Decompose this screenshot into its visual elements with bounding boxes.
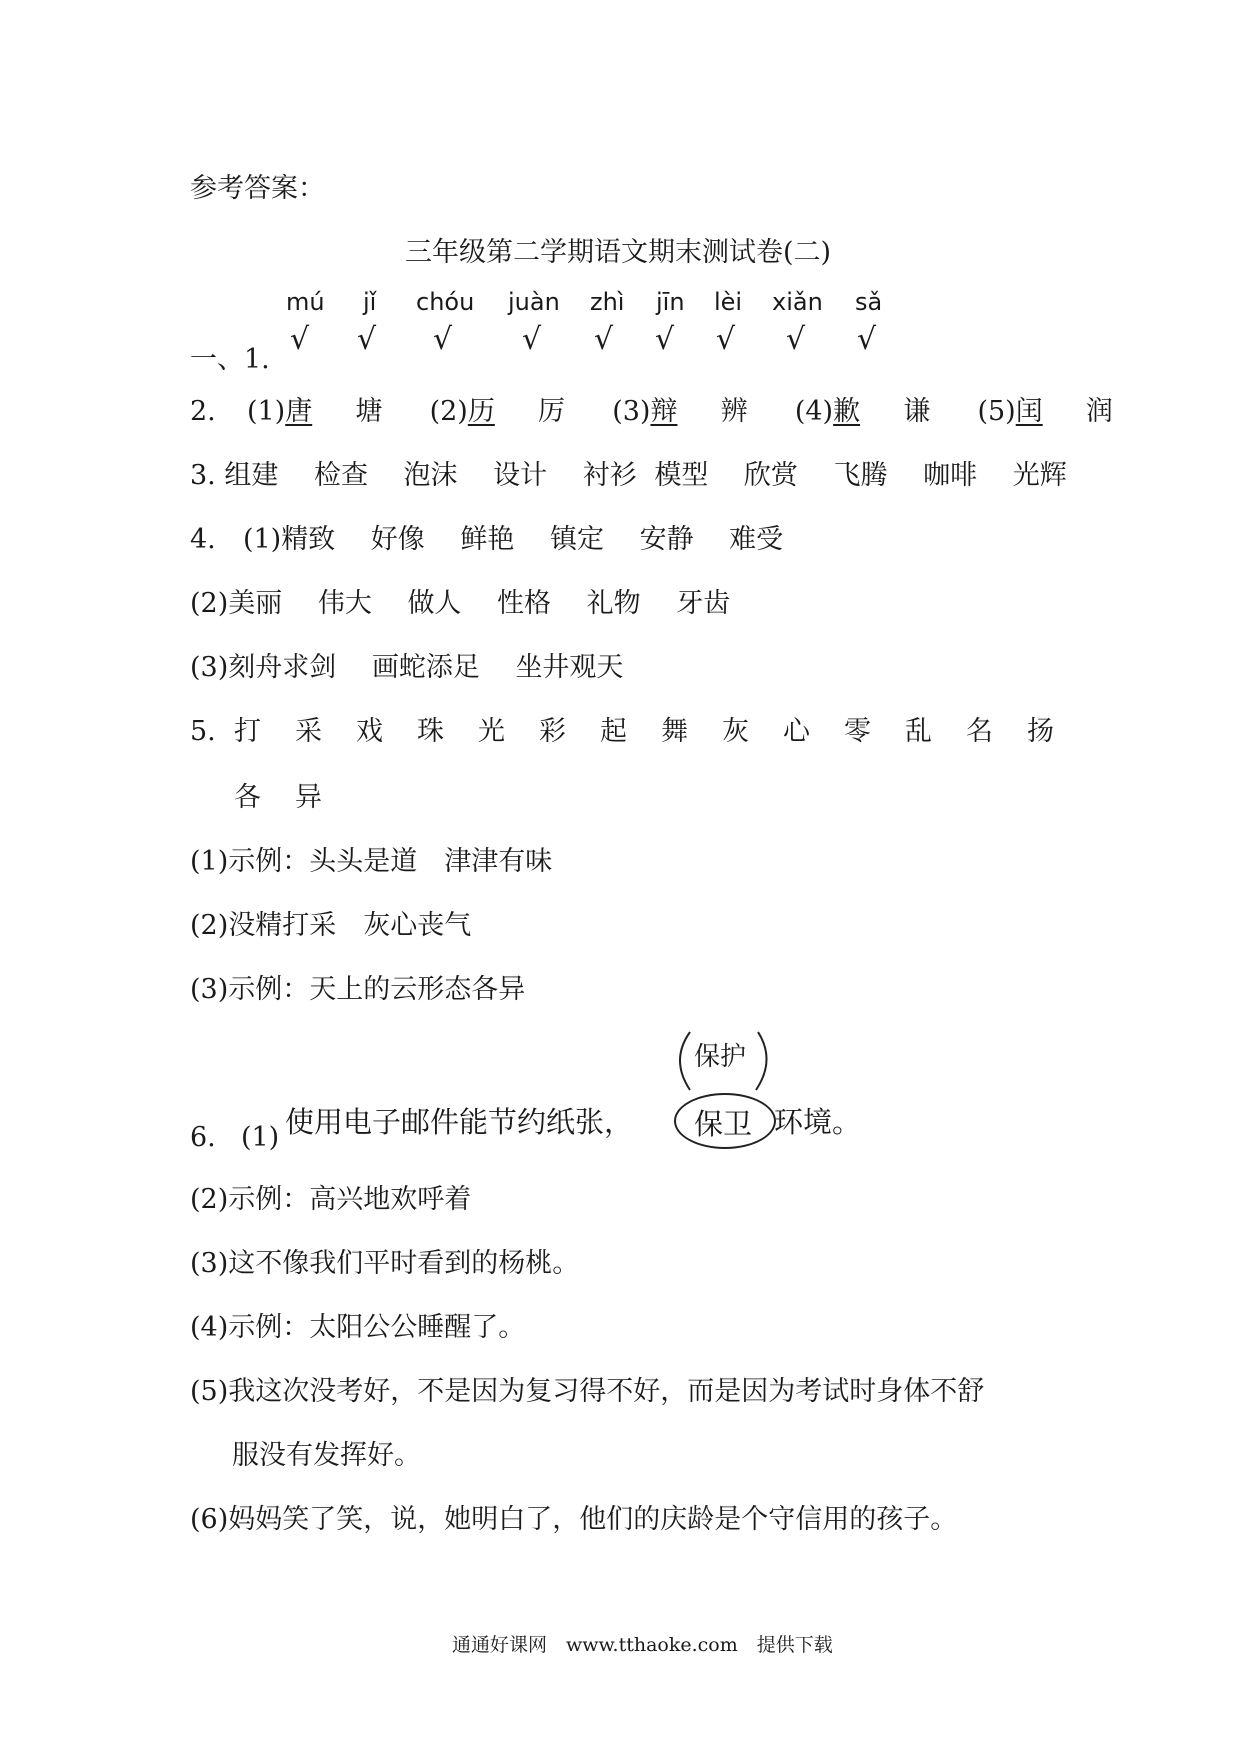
footer-credit: 通通好课网 www.tthaoke.com 提供下载 — [452, 1634, 833, 1656]
item-number: (2) — [190, 1184, 229, 1215]
char: 异 — [295, 782, 322, 813]
check-mark: √ — [786, 322, 806, 357]
answer-key-heading: 参考答案： — [190, 173, 325, 204]
answer-text: 示例：高兴地欢呼着 — [228, 1184, 472, 1215]
word: 做人 — [407, 588, 462, 619]
char: 珠 — [417, 716, 444, 747]
q2-answer: 润 — [1085, 396, 1113, 427]
char: 彩 — [539, 716, 566, 747]
word: 鲜艳 — [460, 524, 515, 555]
q4-row-3 — [190, 650, 623, 686]
answer-text: 这不像我们平时看到的杨桃。 — [228, 1248, 580, 1279]
word: 礼物 — [586, 588, 641, 619]
char: 打 — [234, 716, 261, 747]
q5-answer-2 — [190, 908, 471, 944]
item-number: (6) — [190, 1504, 229, 1535]
q6-answer-3 — [190, 1246, 579, 1282]
check-mark: √ — [655, 322, 675, 357]
q2-answer-underlined: 历 — [467, 396, 495, 427]
char: 扬 — [1027, 716, 1054, 747]
word: 牙齿 — [676, 588, 731, 619]
q6-label-row — [190, 1120, 279, 1156]
char: 各 — [234, 782, 261, 813]
answer-text: 示例：头头是道 津津有味 — [228, 846, 553, 877]
check-mark: √ — [594, 322, 614, 357]
q6-answer-5 — [190, 1374, 984, 1410]
char: 乱 — [905, 716, 932, 747]
word: 坐井观天 — [515, 652, 624, 683]
item-number: (1) — [190, 846, 229, 877]
check-mark: √ — [290, 322, 310, 357]
item-number: (5) — [190, 1376, 229, 1407]
q4-row-1 — [190, 522, 783, 558]
q2-answer-underlined: 歉 — [833, 396, 861, 427]
check-mark: √ — [357, 322, 377, 357]
q2-item-number: (2) — [429, 396, 468, 427]
check-mark: √ — [716, 322, 736, 357]
word: 泡沫 — [403, 460, 458, 491]
word: 衬衫 — [582, 460, 637, 491]
word: 飞腾 — [833, 460, 888, 491]
item-number: (4) — [190, 1312, 229, 1343]
word: 难受 — [729, 524, 784, 555]
item-number: (3) — [190, 974, 229, 1005]
pinyin: sǎ — [855, 288, 883, 316]
word: 安静 — [639, 524, 694, 555]
q2-item-number: (4) — [794, 396, 834, 427]
char: 灰 — [722, 716, 749, 747]
q2-answer: 谦 — [903, 396, 931, 427]
q2-answer: 厉 — [538, 396, 566, 427]
item-number: (2) — [190, 910, 229, 941]
char: 心 — [783, 716, 810, 747]
sentence-before: 使用电子邮件能节约纸张， — [285, 1105, 634, 1139]
pinyin: mú — [286, 288, 325, 316]
pinyin: jǐ — [363, 288, 377, 316]
answer-text: 没精打采 灰心丧气 — [228, 910, 472, 941]
word: 好像 — [370, 524, 425, 555]
q5-answer-1 — [190, 844, 552, 880]
replacement-word: 保护 — [694, 1042, 747, 1072]
word: 刻舟求剑 — [228, 652, 337, 683]
check-mark: √ — [433, 322, 453, 357]
q6-label: 6. — [190, 1122, 216, 1153]
word: 伟大 — [317, 588, 372, 619]
pinyin: jīn — [656, 288, 685, 316]
pinyin: juàn — [508, 288, 560, 316]
q4-item-number: (3) — [190, 652, 229, 683]
q6-answer-2 — [190, 1182, 471, 1218]
q4-item-number: (2) — [190, 588, 229, 619]
word: 设计 — [493, 460, 548, 491]
q1-label: 一、1. — [190, 344, 270, 375]
word: 组建 — [224, 460, 279, 491]
q2-item-number: (5) — [977, 396, 1016, 427]
pinyin: lèi — [714, 288, 743, 316]
q2-label: 2. — [190, 396, 216, 427]
word: 检查 — [313, 460, 368, 491]
answer-text: 示例：天上的云形态各异 — [228, 974, 526, 1005]
word: 模型 — [654, 460, 709, 491]
answer-text: 我这次没考好，不是因为复习得不好，而是因为考试时身体不舒 — [228, 1376, 985, 1407]
word: 欣赏 — [743, 460, 798, 491]
circled-word: 保卫 — [694, 1107, 753, 1141]
q5-answer-3 — [190, 972, 525, 1008]
word: 性格 — [497, 588, 552, 619]
q2-answer: 辨 — [720, 396, 748, 427]
char: 舞 — [661, 716, 688, 747]
word: 咖啡 — [923, 460, 978, 491]
item-number: (3) — [190, 1248, 229, 1279]
q4-label: 4. — [190, 524, 216, 555]
char: 采 — [295, 716, 322, 747]
item-number: (1) — [240, 1122, 280, 1153]
q2-answer: 塘 — [355, 396, 383, 427]
q2-item-number: (3) — [612, 396, 651, 427]
word: 美丽 — [228, 588, 283, 619]
char: 光 — [478, 716, 505, 747]
q6-answer-6 — [190, 1502, 957, 1538]
char: 戏 — [356, 716, 383, 747]
page-title: 三年级第二学期语文期末测试卷(二) — [405, 237, 832, 268]
word: 光辉 — [1012, 460, 1067, 491]
q4-item-number: (1) — [242, 524, 282, 555]
answer-text: 妈妈笑了笑，说，她明白了，他们的庆龄是个守信用的孩子。 — [228, 1504, 958, 1535]
answer-text: 示例：太阳公公睡醒了。 — [228, 1312, 526, 1343]
right-correction-stroke — [756, 1032, 767, 1090]
q2-answer-underlined: 唐 — [285, 396, 313, 427]
q5-label: 5. — [190, 716, 216, 747]
q2-answer-underlined: 闰 — [1015, 396, 1043, 427]
left-correction-stroke — [680, 1032, 690, 1090]
q2-row — [190, 394, 1113, 430]
pinyin: chóu — [416, 288, 475, 316]
q6-answer-5-continued: 服没有发挥好。 — [232, 1440, 421, 1471]
q4-row-2 — [190, 586, 730, 622]
word: 画蛇添足 — [371, 652, 480, 683]
word: 精致 — [281, 524, 336, 555]
char: 名 — [966, 716, 993, 747]
word: 镇定 — [549, 524, 604, 555]
sentence-after: 环境。 — [774, 1105, 862, 1139]
pinyin: xiǎn — [772, 288, 823, 316]
q2-answer-underlined: 辩 — [650, 396, 678, 427]
pinyin: zhì — [590, 288, 625, 316]
q3-label: 3. — [190, 460, 216, 491]
char: 起 — [600, 716, 627, 747]
check-mark: √ — [522, 322, 542, 357]
check-mark: √ — [857, 322, 877, 357]
q3-row — [190, 458, 1067, 494]
correction-lines — [668, 1028, 778, 1098]
q2-item-number: (1) — [246, 396, 286, 427]
q6-answer-4 — [190, 1310, 525, 1346]
char: 零 — [844, 716, 871, 747]
